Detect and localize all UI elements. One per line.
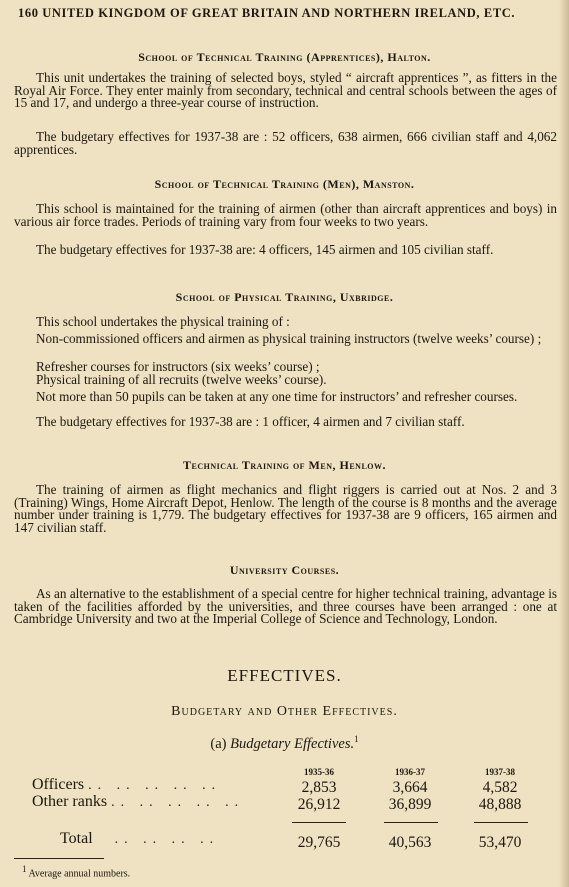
effectives-title: EFFECTIVES. (227, 666, 342, 685)
table-row-total (60, 830, 219, 848)
henlow-paragraph-1: The training of airmen as flight mechanics and flight riggers is carried out at Nos. 2 and 3 (Training) Wings, Home Aircraft Depot, Henlow. The length of the course is 8 months and the average number under training is 1,779. The budgetary effectives for 1937-38 are 9 officers, 165 airmen and 147 civilian staff. (14, 482, 557, 535)
effectives-subtitle: Budgetary and Other Effectives. (171, 704, 398, 719)
table-caption-text: Budgetary Effectives. (230, 735, 355, 752)
footnote-mark: 1 (22, 864, 27, 874)
uxbridge-item-3: Physical training of all recruits (twelve weeks’ course). (36, 372, 327, 387)
total-rule-1 (292, 822, 346, 823)
column-header-1936-37: 1936-37 (395, 767, 425, 777)
row-label-officers: Officers (32, 776, 85, 793)
table-caption-footnote-mark: 1 (354, 734, 359, 744)
total-1937-38: 53,470 (478, 834, 522, 851)
other-ranks-1936-37: 36,899 (388, 796, 432, 813)
row-label-other-ranks: Other ranks (32, 793, 108, 810)
total-1935-36: 29,765 (297, 834, 341, 851)
column-header-1937-38: 1937-38 (485, 767, 515, 777)
page-edge-shadow (559, 0, 569, 887)
officers-1935-36: 2,853 (301, 779, 337, 796)
manston-paragraph-1: This school is maintained for the training of airmen (other than aircraft apprentices and boys) in various air force trades. Periods of training vary from four weeks to two years. (14, 201, 557, 229)
table-row-other-ranks (32, 793, 244, 811)
running-header: 160 UNITED KINGDOM OF GREAT BRITAIN AND NORTHERN IRELAND, ETC. (18, 6, 516, 20)
row-leader-dots: .. .. .. .. (114, 832, 220, 847)
table-row-officers (32, 776, 221, 794)
footnote (22, 864, 130, 879)
section-heading-university: University Courses. (229, 563, 340, 577)
university-paragraph-1: As an alternative to the establishment of a special centre for higher technical training, advantage is taken of the facilities afforded by the universities, and three courses have been arranged : one at Cambridge University and two at the Imperial College of Science and Technology, London. (14, 586, 557, 627)
row-label-total: Total (60, 830, 93, 847)
other-ranks-1935-36: 26,912 (297, 796, 341, 813)
row-leader-dots: .. .. .. .. .. (88, 778, 222, 793)
row-leader-dots: .. .. .. .. .. (111, 795, 245, 810)
section-heading-uxbridge: School of Physical Training, Uxbridge. (175, 290, 394, 304)
uxbridge-item-4: Not more than 50 pupils can be taken at any one time for instructors’ and refresher courses. (36, 389, 518, 404)
section-heading-halton: School of Technical Training (Apprentices), Halton. (138, 50, 431, 64)
table-caption (0, 734, 569, 753)
uxbridge-item-2: Refresher courses for instructors (six weeks’ course) ; (36, 359, 320, 374)
column-header-1935-36: 1935-36 (304, 767, 334, 777)
section-heading-henlow: Technical Training of Men, Henlow. (182, 458, 387, 472)
total-rule-3 (474, 822, 528, 823)
table-caption-prefix: (a) (210, 735, 227, 752)
total-rule-2 (384, 822, 438, 823)
footnote-text: Average annual numbers. (28, 868, 131, 880)
uxbridge-paragraph-1: This school undertakes the physical training of : (36, 314, 290, 329)
total-1936-37: 40,563 (388, 834, 432, 851)
section-heading-manston: School of Technical Training (Men), Manston. (154, 177, 415, 191)
halton-paragraph-2: The budgetary effectives for 1937-38 are : 52 officers, 638 airmen, 666 civilian staff and 4,062 apprentices. (14, 129, 557, 157)
officers-1936-37: 3,664 (392, 779, 428, 796)
officers-1937-38: 4,582 (482, 779, 518, 796)
uxbridge-item-1: Non-commissioned officers and airmen as physical training instructors (twelve weeks’ course) ; (36, 331, 542, 346)
other-ranks-1937-38: 48,888 (478, 796, 522, 813)
halton-paragraph-1: This unit undertakes the training of selected boys, styled “ aircraft apprentices ”, as fitters in the Royal Air Force. They enter mainly from secondary, technical and central schools between the ages of 15 and 17, and undergo a three-year course of instruction. (14, 70, 557, 111)
manston-paragraph-2: The budgetary effectives for 1937-38 are: 4 officers, 145 airmen and 105 civilian staff. (36, 242, 494, 257)
uxbridge-paragraph-2: The budgetary effectives for 1937-38 are : 1 officer, 4 airmen and 7 civilian staff. (36, 414, 465, 429)
footnote-rule (14, 858, 104, 859)
